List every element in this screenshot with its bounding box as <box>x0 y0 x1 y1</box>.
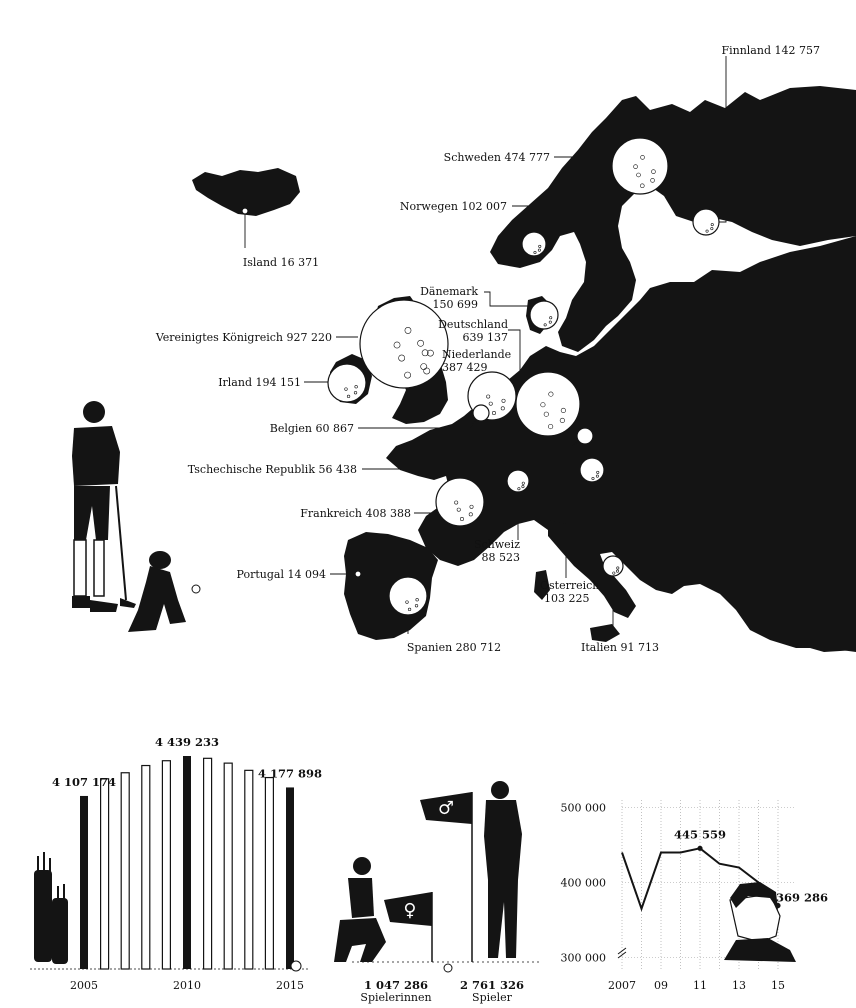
daenemark-value: 150 699 <box>432 298 478 311</box>
bar-2007 <box>121 773 129 969</box>
female-symbol-icon: ♀ <box>403 900 417 921</box>
schweiz-name: Schweiz <box>473 538 520 551</box>
bar-2006 <box>101 779 109 969</box>
island-golf-ball-icon <box>242 208 248 214</box>
tschechien-label: Tschechische Republik 56 438 <box>187 463 357 476</box>
italien-golf-ball-icon <box>603 556 623 576</box>
gender-split-illustration <box>334 781 540 1004</box>
schweden-label: Schweden 474 777 <box>443 151 550 164</box>
female-golfer-figure <box>334 857 386 962</box>
bar-2011 <box>204 758 212 969</box>
vk-golf-ball-icon <box>360 300 448 388</box>
bar-tick-labels <box>70 979 304 992</box>
x-tick-label: 11 <box>693 979 707 992</box>
bar-value-label: 4 439 233 <box>154 735 220 749</box>
bar-tick-2015: 2015 <box>276 979 304 992</box>
deutschland-value: 639 137 <box>462 331 508 344</box>
bar-value-label: 4 177 898 <box>257 766 323 781</box>
bar-2014 <box>265 778 273 969</box>
oesterreich-value: 103 225 <box>544 592 590 605</box>
frankreich-label: Frankreich 408 388 <box>300 507 411 520</box>
daenemark-leader <box>484 292 530 306</box>
schweden-golf-ball-icon <box>612 138 668 194</box>
golf-bags-icon <box>34 852 68 964</box>
x-tick-label: 2007 <box>608 979 636 992</box>
players-bar-chart <box>30 735 322 992</box>
clubs-line-chart <box>561 800 829 992</box>
male-symbol-icon: ♂ <box>437 798 455 819</box>
y-tick-label: 400 000 <box>560 876 606 890</box>
finnland-label: Finnland 142 757 <box>721 44 820 57</box>
italien-label: Italien 91 713 <box>581 641 659 654</box>
x-tick-label: 15 <box>771 979 785 992</box>
bar-2009 <box>162 761 170 969</box>
male-golfer-figure <box>484 781 522 958</box>
bar-tick-2005: 2005 <box>70 979 98 992</box>
golfer-with-dog-illustration <box>72 401 200 632</box>
x-tick-label: 09 <box>654 979 668 992</box>
men-count: 2 761 326 <box>459 978 525 992</box>
bar-2015 <box>286 787 294 969</box>
bar-2010 <box>183 756 191 969</box>
line-point <box>697 846 702 851</box>
bar-2008 <box>142 766 150 969</box>
daenemark-name: Dänemark <box>420 285 478 298</box>
island-label: Island 16 371 <box>242 256 320 269</box>
bar-value-label: 4 107 174 <box>51 774 117 789</box>
sicily-landmass <box>590 624 620 642</box>
line-annotation: 369 286 <box>776 890 829 905</box>
norwegen-label: Norwegen 102 007 <box>399 200 507 213</box>
vk-label: Vereinigtes Königreich 927 220 <box>155 331 332 344</box>
belgien-golf-ball-icon <box>473 405 489 421</box>
y-tick-label: 300 000 <box>560 951 606 965</box>
schweiz-value: 88 523 <box>481 551 520 564</box>
deutschland-golf-ball-icon <box>516 372 580 436</box>
y-tick-label: 500 000 <box>560 801 606 815</box>
men-label: Spieler <box>472 991 512 1004</box>
line-chart-x-tick-labels <box>608 979 785 992</box>
belgien-label: Belgien 60 867 <box>269 422 354 435</box>
bar-2012 <box>224 763 232 969</box>
niederlande-value: 387 429 <box>442 361 488 374</box>
x-tick-label: 13 <box>732 979 746 992</box>
line-chart-y-tick-labels <box>561 802 607 965</box>
oesterreich-name: Österreich <box>540 579 600 592</box>
niederlande-name: Niederlande <box>442 348 512 361</box>
golf-ball-icon <box>444 964 452 972</box>
bar-tick-2010: 2010 <box>173 979 201 992</box>
bar-2013 <box>245 770 253 969</box>
spanien-label: Spanien 280 712 <box>406 641 502 654</box>
tschechien-golf-ball-icon <box>577 428 593 444</box>
women-count: 1 047 286 <box>363 978 429 992</box>
golf-ball-icon <box>291 961 301 971</box>
bar-2005 <box>80 796 88 969</box>
irland-label: Irland 194 151 <box>218 376 301 389</box>
deutschland-name: Deutschland <box>438 318 508 331</box>
portugal-label: Portugal 14 094 <box>236 568 326 581</box>
line-annotation: 445 559 <box>673 827 727 842</box>
portugal-golf-ball-icon <box>355 571 361 577</box>
women-label: Spielerinnen <box>360 991 432 1004</box>
